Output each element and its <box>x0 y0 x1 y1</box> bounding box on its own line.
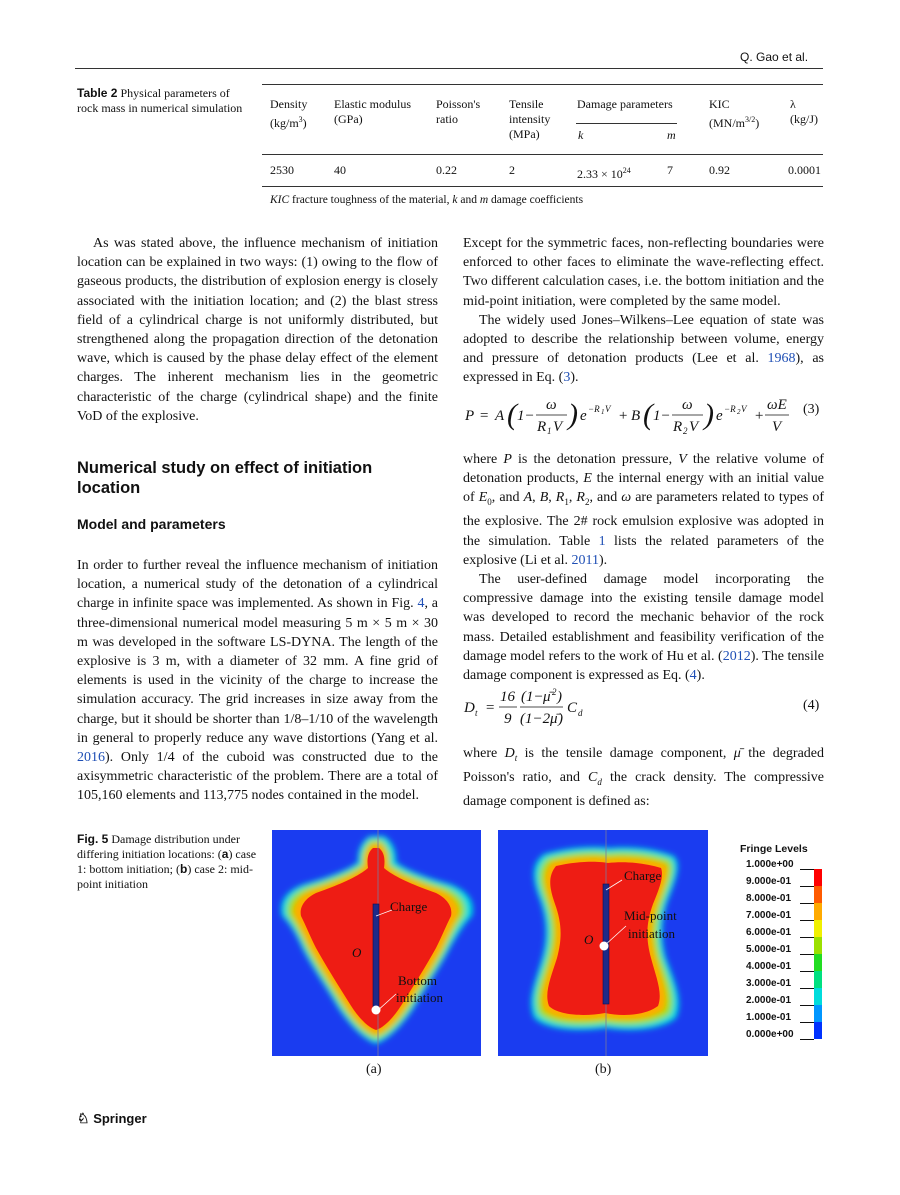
left-column <box>77 234 438 426</box>
svg-text:(1−: (1− <box>521 689 544 705</box>
figure-caption: Fig. 5 Damage distribution under differing initiation locations: (a) case 1: bottom initiation; (b) case 2: mid-point initiation <box>77 832 257 891</box>
th-damage: Damage parameters <box>577 97 673 111</box>
table-caption <box>77 86 252 116</box>
legend-color-swatch <box>814 954 822 971</box>
equation-4-graphic <box>463 686 593 730</box>
svg-text:2: 2 <box>737 408 741 416</box>
legend-tick <box>800 954 814 955</box>
svg-text:ω: ω <box>682 397 693 413</box>
svg-text:1: 1 <box>601 408 605 416</box>
legend-tick <box>800 937 814 938</box>
ref-hu-2012-link[interactable]: 2012 <box>722 648 751 664</box>
legend-color-swatch <box>814 1022 822 1039</box>
legend-color-swatch <box>814 920 822 937</box>
paragraph-damage-model: The user-defined damage model incorporating the compressive damage into the existing tensile damage model was developed to record the mechanic behavior of the rock mass. Detailed establishment and feasibility verification of the damage model refers to the work of Hu et al. (2012). The tensile damage component is expressed as Eq. (4). <box>463 572 824 684</box>
legend-tick <box>800 1022 814 1023</box>
legend-tick <box>800 1039 814 1040</box>
origin-label-b: O <box>584 932 594 947</box>
paragraph-jwl: The widely used Jones–Wilkens–Lee equation of state was adopted to describe the relationship between volume, energy and pressure of detonation products (Lee et al. 1968), as expressed in Eq. (3). <box>463 312 825 386</box>
th-k: k <box>578 128 584 142</box>
td-m: 7 <box>667 163 673 177</box>
legend-level-label: 4.000e-01 <box>746 961 792 972</box>
legend-color-swatch <box>814 869 822 886</box>
table-footnote: KIC fracture toughness of the material, k and m damage coefficients <box>270 194 584 206</box>
header-rule <box>75 68 823 69</box>
damage-panel-b <box>498 830 708 1056</box>
td-kic: 0.92 <box>709 163 730 177</box>
svg-text:=: = <box>485 700 496 716</box>
svg-text:1: 1 <box>547 426 552 436</box>
running-header-author: Q. Gao et al. <box>740 50 809 64</box>
panel-b-label: (b) <box>595 1062 612 1077</box>
th-poisson: Poisson's ratio <box>436 97 481 126</box>
svg-text:R: R <box>673 419 683 435</box>
table-bottom-rule <box>262 186 823 187</box>
initiation-label-b-2: initiation <box>628 926 675 941</box>
legend-color-swatch <box>814 988 822 1005</box>
legend-level-label: 1.000e+00 <box>746 859 794 870</box>
svg-text:ωE: ωE <box>767 397 787 413</box>
paragraph-initiation-mechanism: As was stated above, the influence mechanism of initiation location can be explained in two ways: (1) owing to the flow of gaseous products, the distribution of explosion energy is closely associated with the initiation location; and (2) the blast stress field of a cylindrical charge is not uniformly distributed, but strengthened along the propagation direction of the detonation wave, which is caused by the phase delay effect of the element charges. The inherent mechanism lies in the geometric characteristic of the charge (cylindrical shape) and the finite VoD of the explosive. <box>77 236 438 424</box>
initiation-label-b-1: Mid-point <box>624 908 677 923</box>
legend-level-label: 3.000e-01 <box>746 978 792 989</box>
legend-color-swatch <box>814 903 822 920</box>
publisher-name: Springer <box>93 1111 147 1126</box>
legend-tick <box>800 1005 814 1006</box>
equation-3 <box>463 394 793 443</box>
legend-level-label: 9.000e-01 <box>746 876 792 887</box>
legend-tick <box>800 886 814 887</box>
svg-text:9: 9 <box>504 711 512 727</box>
svg-text:1−: 1− <box>653 408 671 424</box>
th-m: m <box>667 128 676 142</box>
svg-text:D: D <box>464 700 475 716</box>
svg-text:(: ( <box>507 398 517 431</box>
th-lambda: λ (kg/J) <box>790 97 818 126</box>
th-density-unit: $(kg/m^3)$ <box>270 115 307 130</box>
damage-field-a <box>272 830 481 1056</box>
table-header-rule <box>262 154 823 155</box>
td-elastic: 40 <box>334 163 346 177</box>
svg-text:V: V <box>741 404 747 414</box>
publisher-logo <box>77 1110 147 1127</box>
svg-text:(1−2: (1−2 <box>520 711 551 727</box>
legend-color-swatch <box>814 1005 822 1022</box>
svg-text:2: 2 <box>683 426 688 436</box>
legend-level-label: 7.000e-01 <box>746 910 792 921</box>
initiation-label-a-2: initiation <box>396 990 443 1005</box>
svg-text:V: V <box>689 419 699 435</box>
legend-tick <box>800 903 814 904</box>
svg-text:μ̄: μ̄ <box>543 689 551 705</box>
svg-text:): ) <box>557 689 562 705</box>
svg-text:16: 16 <box>500 689 515 705</box>
charge-label-b: Charge <box>624 868 662 883</box>
damage-field-b <box>498 830 708 1056</box>
td-tensile: 2 <box>509 163 515 177</box>
equation-3-number: (3) <box>803 402 820 417</box>
subsection-heading: Model and parameters <box>77 516 226 532</box>
legend-title: Fringe Levels <box>740 843 808 855</box>
legend-level-label: 6.000e-01 <box>746 927 792 938</box>
paragraph-damage-symbols: where $D_t$ is the tensile damage component, μ̄ the degraded Poisson's ratio, and $C_d$ the crack density. The compressive damage component is defined as: <box>463 746 825 809</box>
svg-text:): ) <box>568 398 578 431</box>
legend-color-swatch <box>814 971 822 988</box>
table-caption-label: Table 2 <box>77 86 118 100</box>
svg-text:ω: ω <box>546 397 557 413</box>
equation-4 <box>463 686 593 735</box>
ref-yang-2016-link[interactable]: 2016 <box>77 750 105 766</box>
td-density: 2530 <box>270 163 294 177</box>
section-heading: Numerical study on effect of initiation location <box>77 459 373 497</box>
table-damage-rule <box>576 123 677 124</box>
svg-text:C: C <box>567 700 578 716</box>
initiation-label-a-1: Bottom <box>398 973 438 988</box>
legend-level-label: 1.000e-01 <box>746 1012 792 1023</box>
legend-tick <box>800 971 814 972</box>
ref-lee-1968-link[interactable]: 1968 <box>767 351 796 367</box>
legend-color-swatch <box>814 937 822 954</box>
svg-text:A: A <box>495 408 505 424</box>
svg-text:+: + <box>754 408 765 424</box>
td-k: $2.33 \times 10^{24}$ <box>577 166 631 181</box>
paragraph-model: In order to further reveal the influence mechanism of initiation location, a numerical study of the detonation of a cylindrical charge in infinite space was implemented. As shown in Fig. 4, a three-dimensional numerical model measuring 5 m × 5 m × 30 m was developed in the software LS-DYNA. The length of the explosive is 3 m, with a diameter of 32 mm. A fine grid of elements is used in the vicinity of the charge to increase the simulation accuracy. The grid increases in size away from the charge, but it should be shorter than 1/8–1/10 of the wavelength in general to properly reduce any wave distortions (Yang et al. 2016). Only 1/4 of the cuboid was constructed due to the axisymmetric characteristic of the problem. There are a total of 105,160 elements and 113,775 nodes contained in the model. <box>77 558 439 804</box>
legend-level-label: 0.000e+00 <box>746 1029 794 1040</box>
svg-text:V: V <box>553 419 563 435</box>
legend-level-label: 2.000e-01 <box>746 995 792 1006</box>
panel-a-label: (a) <box>366 1062 382 1077</box>
svg-text:−R: −R <box>724 404 736 414</box>
svg-text:e: e <box>580 408 587 424</box>
equation-4-number: (4) <box>803 698 820 713</box>
origin-label-a: O <box>352 945 362 960</box>
right-column-3 <box>463 744 824 811</box>
legend-color-swatch <box>814 886 822 903</box>
th-elastic: Elastic modulus (GPa) <box>334 97 411 126</box>
th-tensile: Tensile intensity (MPa) <box>509 97 551 141</box>
svg-text:1−: 1− <box>517 408 535 424</box>
legend-tick <box>800 920 814 921</box>
ref-li-2011-link[interactable]: 2011 <box>571 552 599 568</box>
svg-text:d: d <box>578 708 583 718</box>
td-poisson: 0.22 <box>436 163 457 177</box>
td-lambda: 0.0001 <box>788 163 821 177</box>
eq-4-link[interactable]: 4 <box>689 668 697 684</box>
svg-text:P: P <box>465 408 475 424</box>
eq-3-link[interactable]: 3 <box>563 370 571 386</box>
svg-text:t: t <box>475 708 478 718</box>
svg-text:V: V <box>772 419 782 435</box>
left-column-model <box>77 556 438 806</box>
svg-text:): ) <box>558 711 563 727</box>
charge-label-a: Charge <box>390 899 428 914</box>
svg-text:2: 2 <box>552 687 557 697</box>
fig-4-link[interactable]: 4 <box>417 596 425 612</box>
th-density: Density $(kg/m^3)$ <box>270 97 330 131</box>
svg-text:+: + <box>618 408 629 424</box>
table-caption-text: Physical parameters of rock mass in numerical simulation <box>77 86 243 115</box>
figure-caption-label: Fig. 5 <box>77 832 109 846</box>
svg-text:−R: −R <box>588 404 600 414</box>
table-1-link[interactable]: 1 <box>598 533 606 549</box>
th-kic-unit: $(MN/m^{3/2})$ <box>709 115 760 130</box>
legend-level-label: 8.000e-01 <box>746 893 792 904</box>
table-top-rule <box>262 84 823 85</box>
legend-tick <box>800 869 814 870</box>
svg-text:B: B <box>631 408 641 424</box>
svg-text:): ) <box>704 398 714 431</box>
fringe-legend <box>746 859 826 1049</box>
svg-text:e: e <box>716 408 723 424</box>
paragraph-boundaries: Except for the symmetric faces, non-reflecting boundaries were enforced to other faces to eliminate the wave-reflecting effect. Two different calculation cases, i.e. the bottom initiation and the mid-point initiation, were completed by the same model. <box>463 236 824 309</box>
right-column-2 <box>463 450 824 685</box>
right-column <box>463 234 824 388</box>
svg-text:V: V <box>605 404 611 414</box>
svg-text:=: = <box>479 408 490 424</box>
svg-text:R: R <box>537 419 547 435</box>
damage-panel-a <box>272 830 481 1056</box>
svg-text:(: ( <box>643 398 653 431</box>
legend-level-label: 5.000e-01 <box>746 944 792 955</box>
equation-3-graphic <box>463 394 793 438</box>
svg-text:μ̄: μ̄ <box>550 711 558 727</box>
paragraph-jwl-symbols: where P is the detonation pressure, V the relative volume of detonation products, E the internal energy with an initial value of $E_0$, and A, B, $R_1$, $R_2$, and ω are parameters related to types of the explosive. The 2# rock emulsion explosive was adopted in the simulation. Table 1 lists the related parameters of the explosive (Li et al. 2011). <box>463 452 825 568</box>
springer-horse-icon: ♘ <box>77 1110 90 1126</box>
th-kic: KIC $(MN/m^{3/2})$ <box>709 97 760 130</box>
legend-tick <box>800 988 814 989</box>
